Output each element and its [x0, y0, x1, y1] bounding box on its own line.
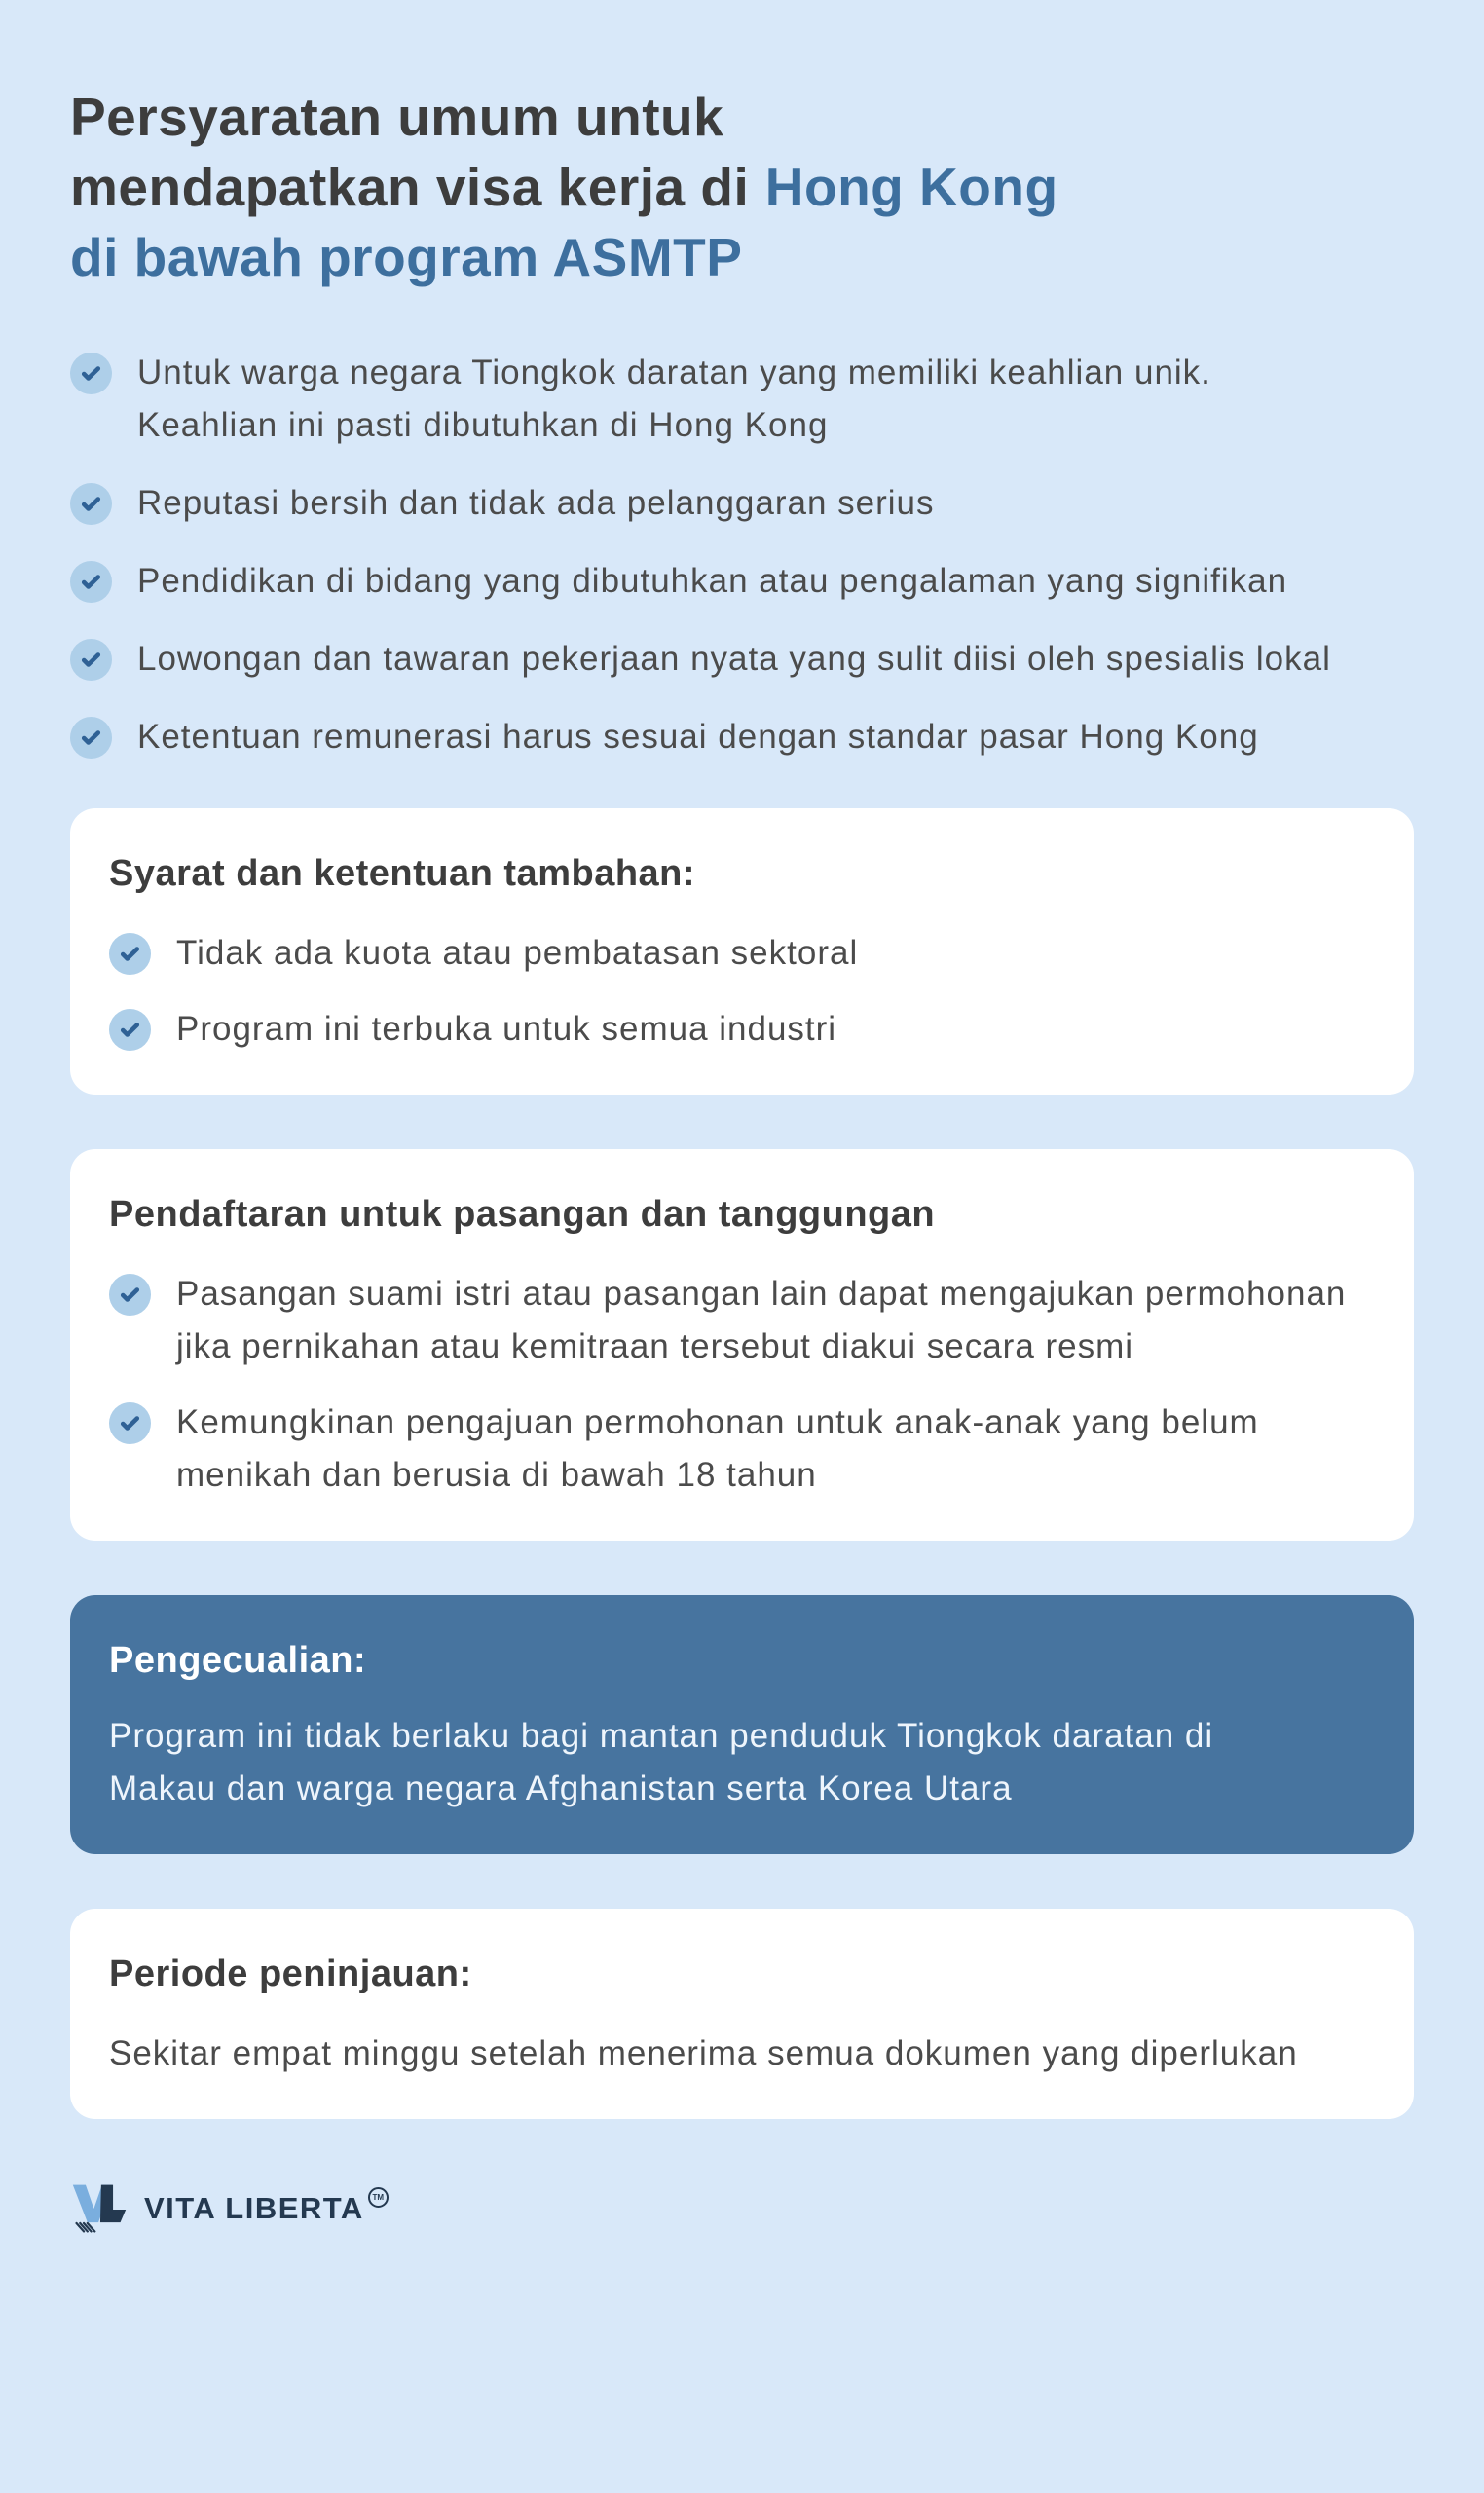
- check-icon: [70, 483, 112, 525]
- card-heading: Syarat dan ketentuan tambahan:: [109, 853, 696, 894]
- list-item-text: Ketentuan remunerasi harus sesuai dengan standar pasar Hong Kong: [137, 718, 1259, 756]
- check-icon: [70, 717, 112, 759]
- page-title: [70, 82, 1414, 292]
- footer-brand: [70, 2181, 1414, 2236]
- brand-name: VITA LIBERTA: [144, 2191, 364, 2225]
- list-item: [70, 477, 1414, 530]
- check-icon: [70, 639, 112, 681]
- trademark-icon: TM: [368, 2187, 389, 2208]
- check-icon: [109, 1274, 151, 1316]
- list-item: [109, 1268, 1375, 1373]
- page-title-line-1: [70, 82, 1414, 152]
- list-item-text: Untuk warga negara Tiongkok daratan yang memiliki keahlian unik. Keahlian ini pasti dibutuhkan di Hong Kong: [137, 353, 1211, 444]
- list-item: [70, 711, 1414, 763]
- list-item-text: Kemungkinan pengajuan permohonan untuk anak-anak yang belum menikah dan berusia di bawah 18 tahun: [176, 1403, 1259, 1494]
- card-exceptions: [70, 1595, 1414, 1854]
- title-text-dark-2: mendapatkan visa kerja di: [70, 157, 750, 217]
- list-item: [70, 555, 1414, 608]
- list-item: [109, 927, 1375, 980]
- card-additional-terms: [70, 808, 1414, 1095]
- list-item-text: Reputasi bersih dan tidak ada pelanggaran serius: [137, 484, 935, 522]
- check-icon: [109, 1402, 151, 1444]
- list-item: [70, 347, 1414, 452]
- card-review-period: [70, 1909, 1414, 2119]
- requirements-list: [70, 347, 1414, 763]
- list-item-text: Pasangan suami istri atau pasangan lain dapat mengajukan permohonan jika pernikahan atau kemitraan tersebut diakui secara resmi: [176, 1275, 1347, 1365]
- list-item-text: Tidak ada kuota atau pembatasan sektoral: [176, 934, 859, 972]
- card-heading: Periode peninjauan:: [109, 1953, 472, 1994]
- card-heading: Pendaftaran untuk pasangan dan tanggungan: [109, 1194, 936, 1235]
- title-text-dark-1: Persyaratan umum untuk: [70, 87, 724, 147]
- page-title-line-3: [70, 222, 1414, 292]
- card-heading: Pengecualian:: [109, 1640, 367, 1681]
- list-item: [109, 1396, 1375, 1502]
- check-icon: [70, 561, 112, 603]
- list-item-text: Program ini terbuka untuk semua industri: [176, 1010, 837, 1048]
- page-title-line-2: [70, 152, 1414, 222]
- title-text-accent-1: Hong Kong: [764, 157, 1058, 217]
- check-icon: [70, 353, 112, 394]
- check-icon: [109, 933, 151, 975]
- list-item: [70, 633, 1414, 686]
- list-item: [109, 1003, 1375, 1056]
- title-text-accent-2: di bawah program ASMTP: [70, 227, 743, 287]
- vita-liberta-logo-icon: [70, 2181, 129, 2236]
- list-item-text: Lowongan dan tawaran pekerjaan nyata yang sulit diisi oleh spesialis lokal: [137, 640, 1331, 678]
- list-item-text: Pendidikan di bidang yang dibutuhkan atau pengalaman yang signifikan: [137, 562, 1288, 600]
- check-icon: [109, 1009, 151, 1051]
- card-body-text: Program ini tidak berlaku bagi mantan penduduk Tiongkok daratan di Makau dan warga negara Afghanistan serta Korea Utara: [109, 1717, 1214, 1807]
- card-body-text: Sekitar empat minggu setelah menerima semua dokumen yang diperlukan: [109, 2034, 1298, 2072]
- card-spouses-dependants: [70, 1149, 1414, 1541]
